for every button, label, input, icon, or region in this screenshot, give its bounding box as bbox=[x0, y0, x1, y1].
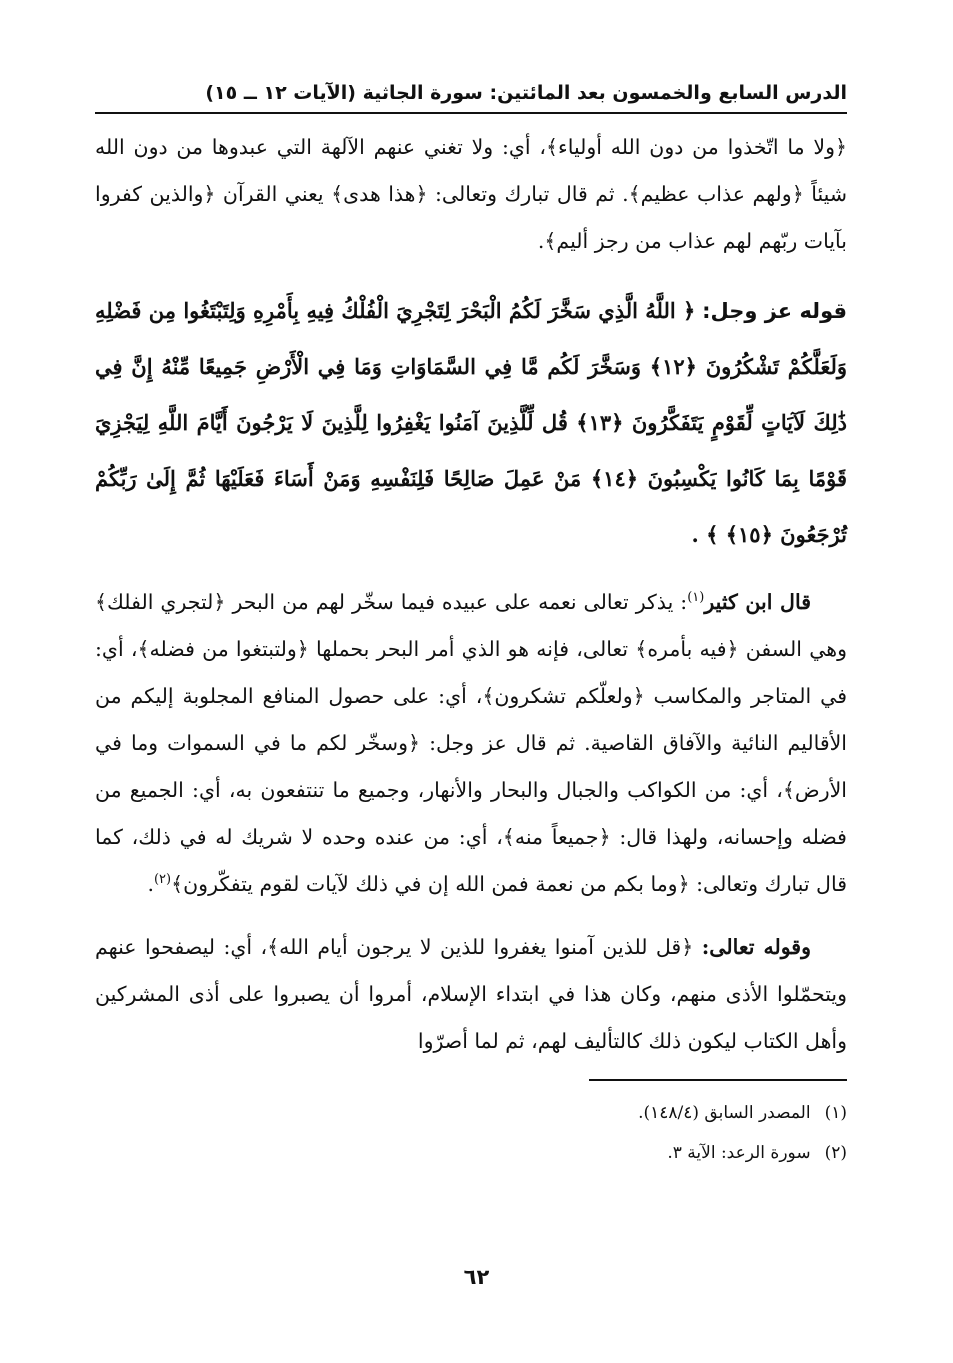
quran-verse-block bbox=[95, 283, 847, 563]
verse-text: ﴿ اللَّهُ الَّذِي سَخَّرَ لَكُمُ الْبَحْرَ لِتَجْرِيَ الْفُلْكُ فِيهِ بِأَمْرِهِ وَلِتَبْتَغُوا مِن فَضْلِهِ وَلَعَلَّكُمْ تَشْكُرُونَ ﴿١٢﴾ وَسَخَّرَ لَكُم مَّا فِي السَّمَاوَاتِ وَمَا فِي الْأَرْضِ جَمِيعًا مِّنْهُ إِنَّ فِي ذَٰلِكَ لَآيَاتٍ لِّقَوْمٍ يَتَفَكَّرُونَ ﴿١٣﴾ قُل لِّلَّذِينَ آمَنُوا يَغْفِرُوا لِلَّذِينَ لَا يَرْجُونَ أَيَّامَ اللَّهِ لِيَجْزِيَ قَوْمًا بِمَا كَانُوا يَكْسِبُونَ ﴿١٤﴾ مَنْ عَمِلَ صَالِحًا فَلِنَفْسِهِ وَمَنْ أَسَاءَ فَعَلَيْهَا ثُمَّ إِلَىٰ رَبِّكُمْ تُرْجَعُونَ ﴿١٥﴾ ﴾ . bbox=[95, 298, 847, 547]
running-header: الدرس السابع والخمسون بعد المائتين: سورة الجاثية (الآيات ١٢ ــ ١٥) bbox=[95, 78, 847, 114]
footnote-ref-2: (٢) bbox=[153, 872, 172, 888]
page-number: ٦٢ bbox=[463, 1265, 490, 1289]
footnote-number: (٢) bbox=[824, 1143, 847, 1163]
page-content bbox=[95, 78, 847, 1173]
paragraph-ibn-kathir bbox=[95, 579, 847, 908]
footnote-text: سورة الرعد: الآية ٣. bbox=[667, 1143, 811, 1163]
footnote-divider bbox=[589, 1079, 847, 1081]
ibn-kathir-end: . bbox=[147, 872, 154, 896]
footnote-ref-1: (١) bbox=[687, 590, 705, 606]
paragraph-qawl bbox=[95, 924, 847, 1065]
footnotes bbox=[95, 1093, 847, 1173]
footnote-text: المصدر السابق (١٤٨/٤). bbox=[638, 1103, 811, 1123]
qawl-body: ﴿قل للذين آمنوا يغفروا للذين لا يرجون أيام الله﴾، أي: ليصفحوا عنهم ويتحمّلوا الأذى منهم، وكان هذا في ابتداء الإسلام، أمروا أن يصبروا على أذى المشركين وأهل الكتاب ليكون ذلك كالتأليف لهم، ثم لما أصرّوا bbox=[95, 935, 847, 1053]
ibn-kathir-body: : يذكر تعالى نعمه على عبيده فيما سخّر لهم من البحر ﴿لتجري الفلك﴾ وهي السفن ﴿فيه بأمره﴾ تعالى، فإنه هو الذي أمر البحر بحملها ﴿ولتبتغوا من فضله﴾، أي: في المتاجر والمكاسب ﴿ولعلّكم تشكرون﴾، أي: على حصول المنافع المجلوبة إليكم من الأقاليم النائية والآفاق القاصية. ثم قال عز وجل: ﴿وسخّر لكم ما في السموات وما في الأرض﴾، أي: من الكواكب والجبال والبحار والأنهار، وجميع ما تنتفعون به، أي: الجميع من فضله وإحسانه، ولهذا قال: ﴿جميعاً منه﴾، أي: من عنده وحده لا شريك له في ذلك، كما قال تبارك وتعالى: ﴿وما بكم من نعمة فمن الله إن في ذلك لآيات لقوم يتفكّرون﴾ bbox=[95, 590, 847, 896]
ibn-kathir-lead: قال ابن كثير bbox=[704, 590, 811, 614]
footnote-number: (١) bbox=[824, 1103, 847, 1123]
verse-lead: قوله عز وجل: bbox=[702, 299, 847, 323]
footnote-item bbox=[95, 1093, 847, 1133]
qawl-lead: وقوله تعالى: bbox=[701, 935, 812, 959]
paragraph-intro: ﴿ولا ما اتّخذوا من دون الله أولياء﴾، أي: ولا تغني عنهم الآلهة التي عبدوها من دون الله شيئاً ﴿ولهم عذاب عظيم﴾. ثم قال تبارك وتعالى: ﴿هذا هدى﴾ يعني القرآن ﴿والذين كفروا بآيات ربّهم لهم عذاب من رجز أليم﴾. bbox=[95, 135, 847, 253]
footnote-item bbox=[95, 1133, 847, 1173]
